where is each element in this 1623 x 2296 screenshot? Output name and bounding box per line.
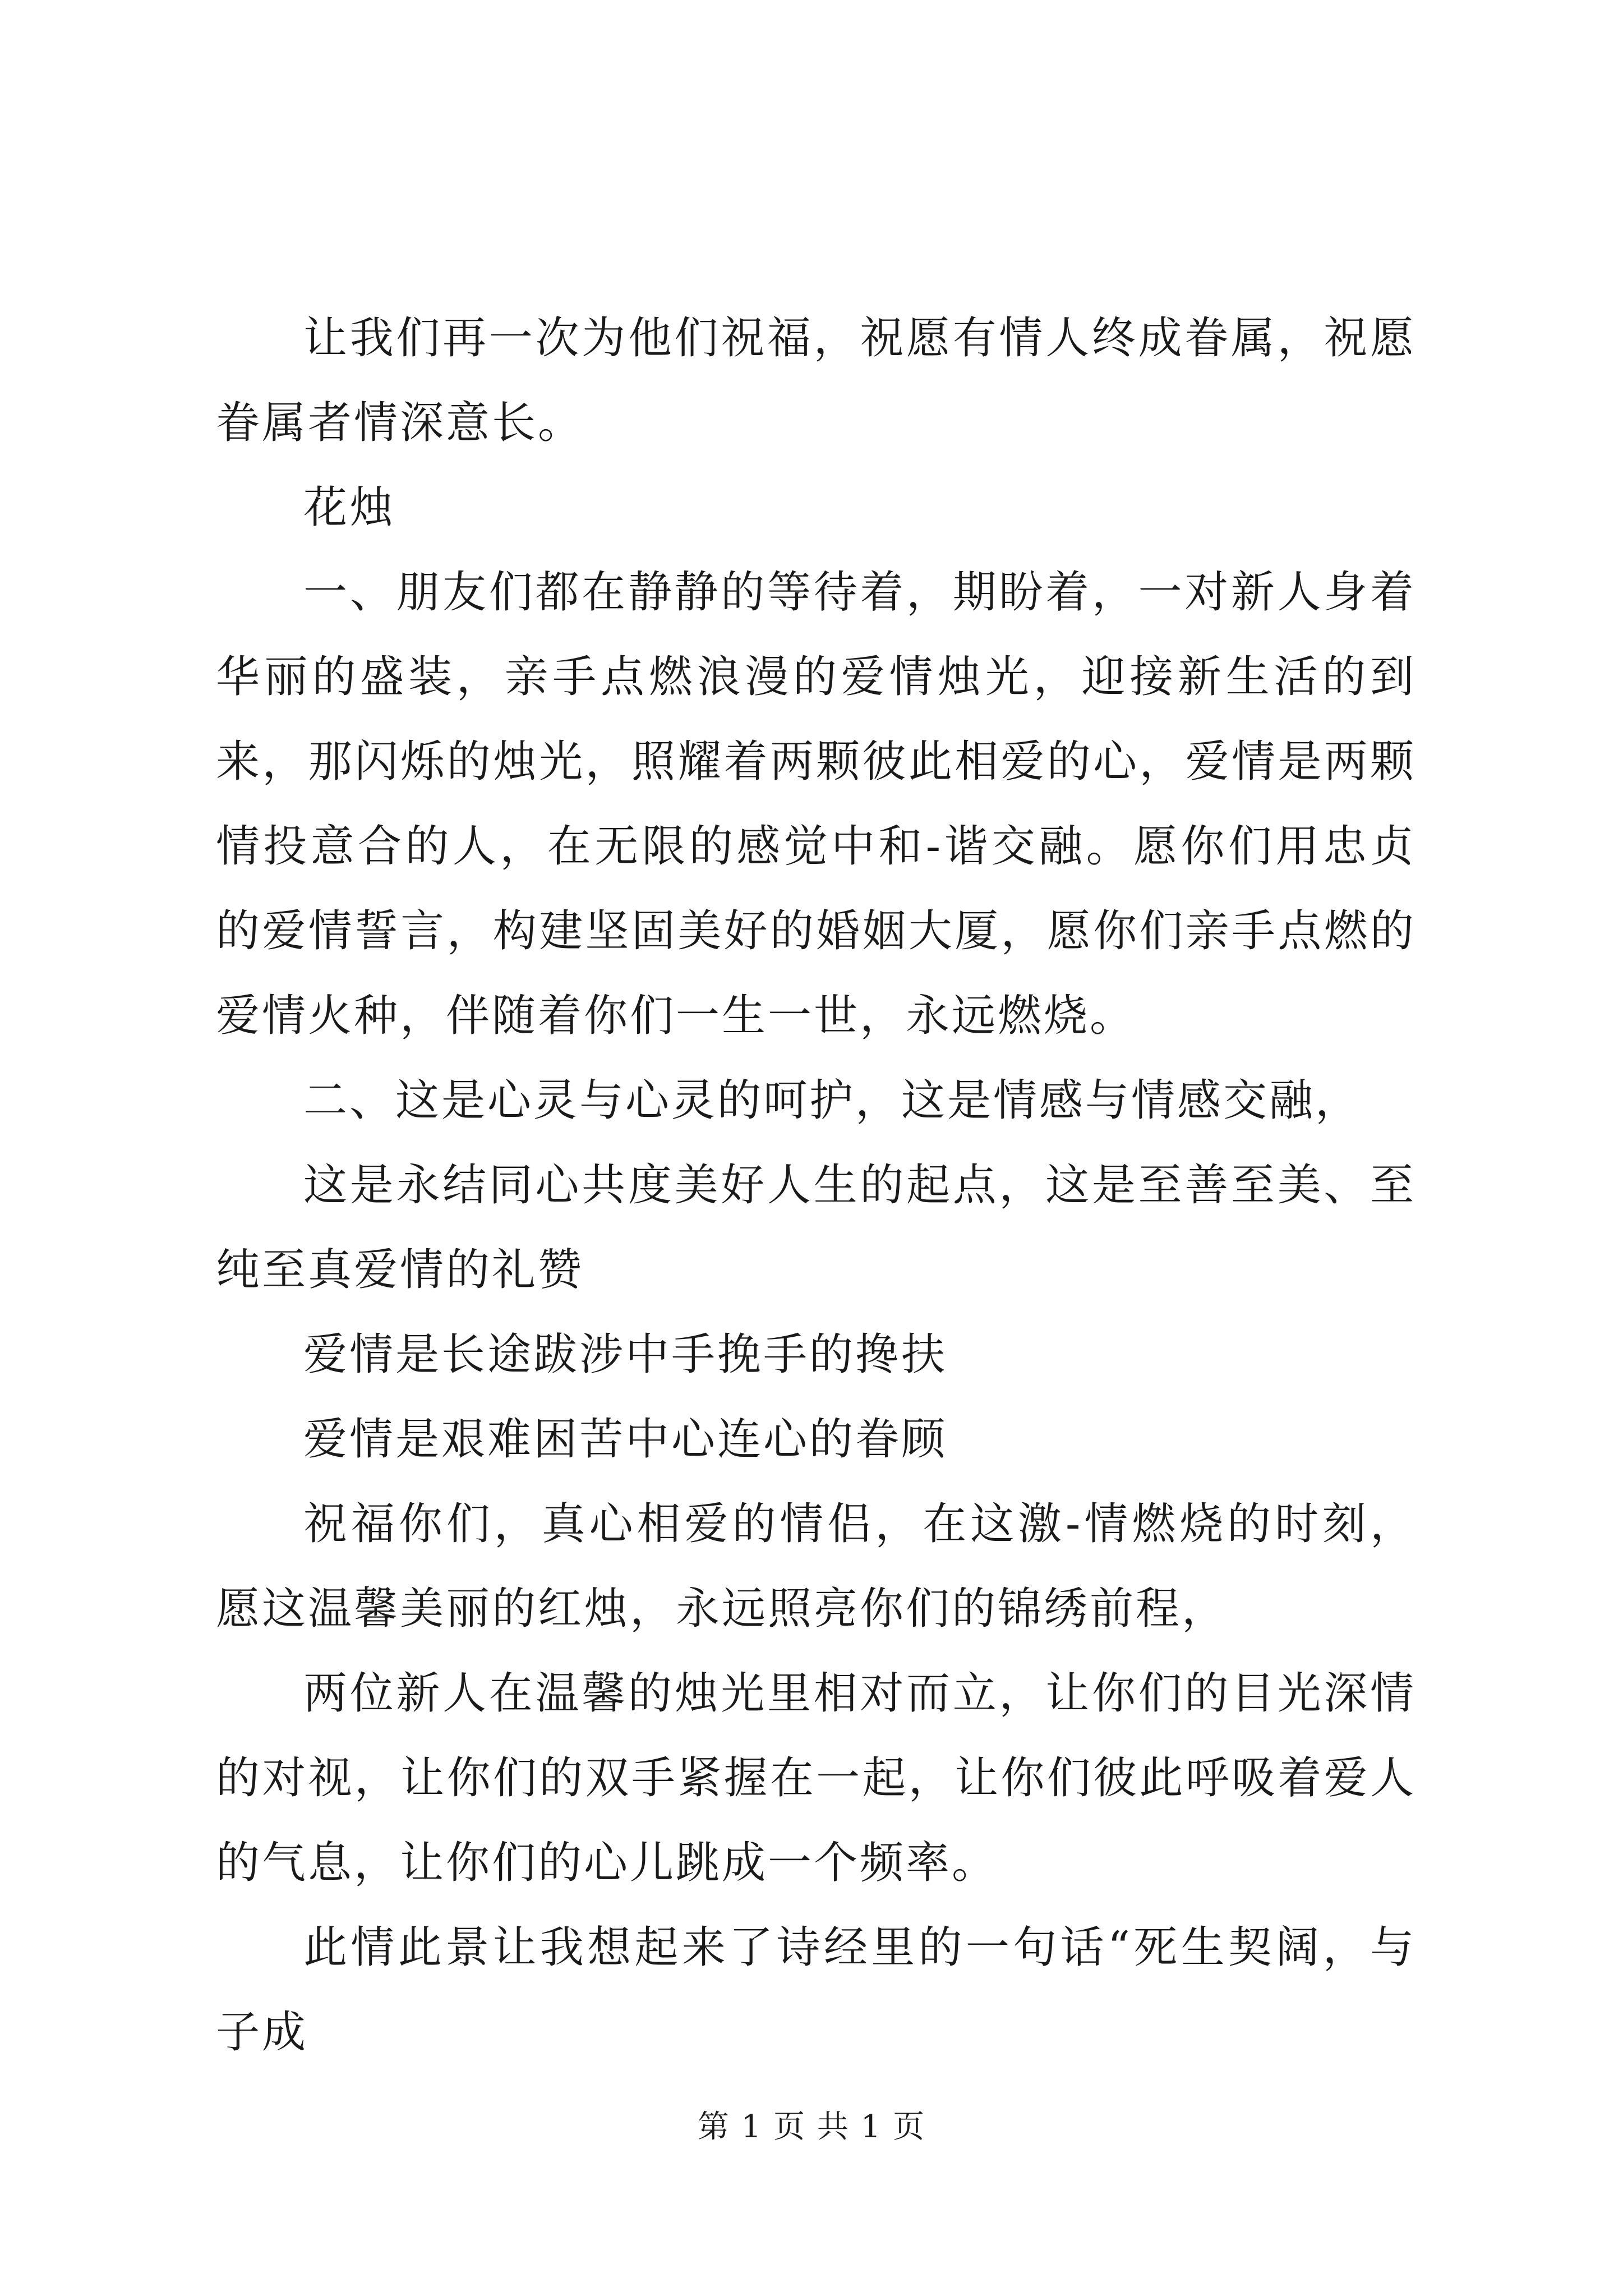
page-footer: 第 1 页 共 1 页 (697, 2109, 926, 2145)
paragraph-two: 二、这是心灵与心灵的呵护，这是情感与情感交融， (303, 1075, 1362, 1126)
paragraph-blessing: 让我们再一次为他们祝福，祝愿有情人终成眷属，祝愿眷属者情深意长。 (216, 313, 1416, 448)
paragraph-one: 一、朋友们都在静静的等待着，期盼着，一对新人身着华丽的盛装，亲手点燃浪漫的爱情烛光，迎接新生活的到来，那闪烁的烛光，照耀着两颗彼此相爱的心，爱情是两颗情投意合的人，在无限的感觉中和-谐交融。愿你们用忠贞的爱情誓言，构建坚固美好的婚姻大厦，愿你们亲手点燃的爱情火种，伴随着你们一生一世，永远燃烧。 (216, 567, 1416, 1041)
paragraph-love-care: 爱情是艰难困苦中心连心的眷顾 (303, 1414, 948, 1465)
section-heading-huazhu: 花烛 (303, 482, 396, 533)
document-body (216, 296, 1416, 2075)
paragraph-candle-blessing: 祝福你们，真心相爱的情侣，在这激-情燃烧的时刻，愿这温馨美丽的红烛，永远照亮你们的锦绣前程， (216, 1499, 1416, 1634)
paragraph-couple-gaze: 两位新人在温馨的烛光里相对而立，让你们的目光深情的对视，让你们的双手紧握在一起，让你们彼此呼吸着爱人的气息，让你们的心儿跳成一个频率。 (216, 1668, 1416, 1888)
paragraph-love-support: 爱情是长途跋涉中手挽手的搀扶 (303, 1329, 948, 1380)
paragraph-poem-quote: 此情此景让我想起来了诗经里的一句话“死生契阔，与子成 (216, 1922, 1416, 2058)
paragraph-starting-point: 这是永结同心共度美好人生的起点，这是至善至美、至纯至真爱情的礼赞 (216, 1160, 1416, 1295)
